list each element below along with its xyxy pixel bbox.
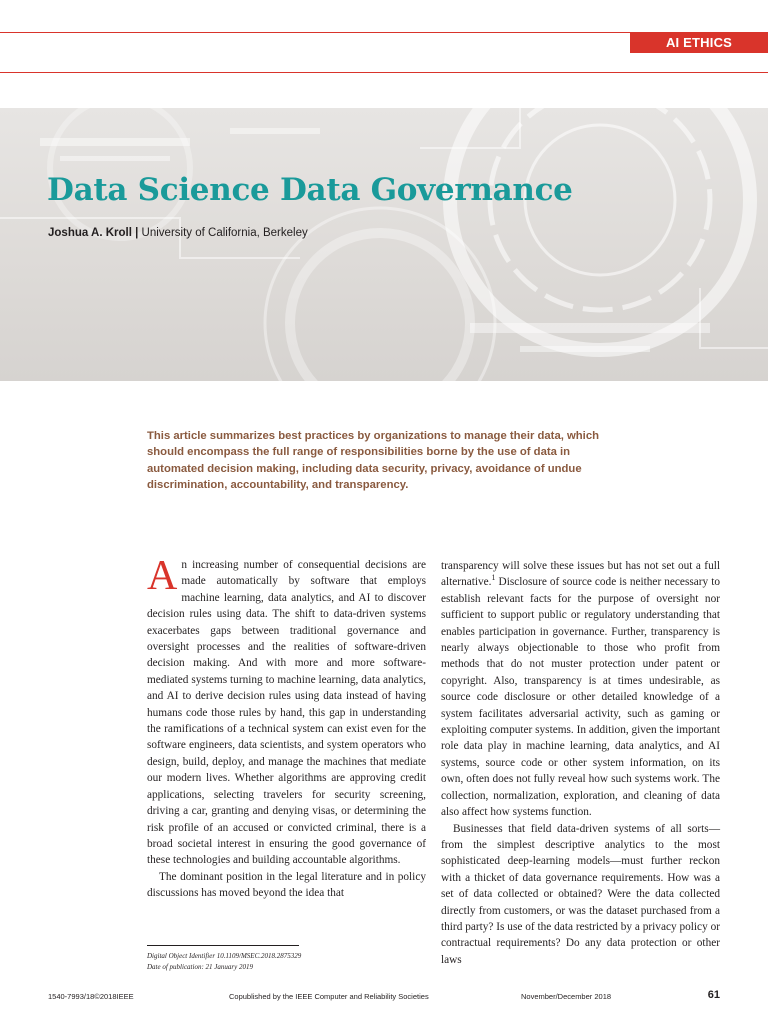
author-name: Joshua A. Kroll	[48, 227, 132, 239]
author-affiliation: University of California, Berkeley	[141, 227, 308, 239]
paragraph-text: n increasing number of consequential decisions are made automatically by software that employs machine learning, data analytics, and AI to discover decision rules using data. The shift to data-driven systems exacerbates gaps between traditional governance and oversight processes and the realities of software-driven decision making. And with more and more software-mediated systems turning to machine learning, data analytics, and AI to derive decision rules using data instead of having humans code those rules by hand, this gap in understanding the ramifications of a technical system can exist even for the software engineers, data scientists, and system operators who design, build, deploy, and manage the machines that mediate our modern lives. Whether algorithms are approving credit applications, selecting travelers for security screening, driving a car, granting and denying visas, or determining the risk profile of an accused or convicted criminal, there is a broad societal interest in ensuring the good governance of these technologies and building accountable algorithms.	[147, 559, 426, 867]
paragraph-text: Disclosure of source code is neither necessary to establish relevant facts for the purpose of oversight nor sufficient to support public or regulatory understanding that enables participation in governance. Further, transparency is nearly always objectionable to those who profit from methods that do not muster protection under patent or copyright. Also, transparency is at times undesirable, as source code disclosure or other detailed knowledge of a system facilitates adversarial activity, such as gaming or exploiting computer systems. In addition, given the important role data play in machine learning, data analytics, and AI systems, source code or other system information, on its own, often does not fully reveal how such systems work. The collection, normalization, exploration, and cleaning of data also affect how systems function.	[441, 576, 720, 819]
page-number: 61	[707, 989, 720, 1001]
hero-banner	[0, 108, 768, 381]
section-tag: AI ETHICS	[630, 32, 768, 53]
body-paragraph: The dominant position in the legal literature and in policy discussions has moved beyond the idea that	[147, 870, 426, 900]
reference-link[interactable]: 1	[491, 573, 496, 583]
footnote-rule	[147, 945, 299, 946]
footer-issue: November/December 2018	[521, 992, 612, 1001]
doi-note: Digital Object Identifier 10.1109/MSEC.2018.2875329	[147, 952, 302, 960]
footer-publisher: Copublished by the IEEE Computer and Reliability Societies	[229, 992, 429, 1001]
byline	[48, 227, 308, 239]
body-column-left	[147, 553, 426, 902]
body-paragraph	[441, 558, 720, 821]
second-rule	[0, 72, 768, 73]
abstract: This article summarizes best practices by organizations to manage their data, which should encompass the full range of responsibilities borne by the use of data in automated decision making, including data security, privacy, avoidance of undue discrimination, accountability, and transparency.	[147, 430, 600, 491]
paragraph-text: transparency will solve these issues but has not set out a full alternative.	[441, 560, 720, 589]
hero-circuit-graphic	[0, 108, 768, 381]
drop-cap: A	[147, 553, 178, 599]
footer-issn: 1540-7993/18©2018IEEE	[48, 992, 134, 1001]
article-title: Data Science Data Governance	[47, 172, 573, 208]
byline-separator: |	[135, 227, 139, 239]
body-paragraph	[147, 553, 426, 869]
publication-date-note: Date of publication: 21 January 2019	[147, 963, 253, 971]
body-column-right	[441, 558, 720, 968]
body-paragraph: Businesses that field data-driven systems of all sorts—from the simplest descriptive analytics to the most sophisticated deep-learning models—must further reckon with a thicket of data governance requirements. How was a set of data collected or obtained? Were the data collected directly from customers, or was the dataset purchased from a third party? Is use of the data restricted by a privacy policy or contractual requirements? Do any data protection or other laws	[441, 822, 720, 966]
